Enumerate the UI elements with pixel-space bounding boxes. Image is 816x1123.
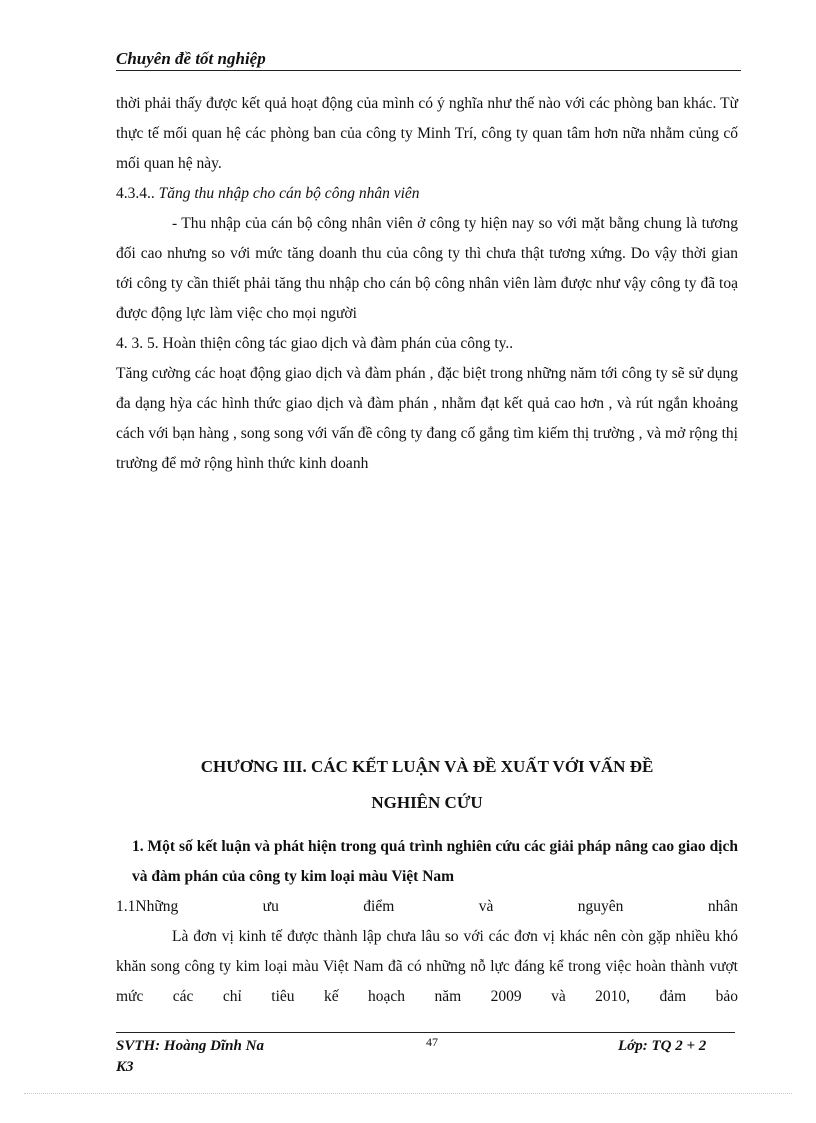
section-2 (116, 892, 738, 1012)
footer-class: Lớp: TQ 2 + 2 (618, 1038, 707, 1054)
heading-1-1-word: nhân (707, 898, 738, 915)
section-2-heading-block (132, 832, 738, 892)
heading-1-1-word: nguyên (577, 898, 624, 915)
paragraph-4: Là đơn vị kinh tế được thành lập chưa lâu so với các đơn vị khác nên còn gặp nhiều khó khăn song công ty kim loại màu Việt Nam đã có những nỗ lực đáng kể trong việc hoàn thành vượt mức các chỉ tiêu kế hoạch năm 2009 và 2010, đảm bảo (116, 928, 738, 1005)
heading-1: 1. Một số kết luận và phát hiện trong quá trình nghiên cứu các giải pháp nâng cao giao dịch và đàm phán của công ty kim loại màu Việt Nam (132, 838, 738, 885)
heading-4-3-4 (116, 179, 738, 209)
paragraph-3: Tăng cường các hoạt động giao dịch và đàm phán , đặc biệt trong những năm tới công ty sẽ sử dụng đa dạng hỳa các hình thức giao dịch và đàm phán , nhằm đạt kết quả cao hơn , và rút ngắn khoảng cách với bạn hàng , song song với vấn đề công ty đang cố gắng tìm kiếm thị trường , và mở rộng thị trường để mở rộng hình thức kinh doanh (116, 365, 738, 472)
heading-1-1-word: điểm (363, 898, 395, 915)
header-title: Chuyên đề tốt nghiệp (116, 49, 266, 68)
heading-1-1-word: và (478, 898, 494, 915)
heading-1-1-word: 1.1Những (116, 898, 179, 915)
footer-cohort: K3 (116, 1059, 134, 1075)
paragraph-2: - Thu nhập của cán bộ công nhân viên ở công ty hiện nay so với mặt bằng chung là tương đối cao nhưng so với mức tăng doanh thu của công ty thì chưa thật tương xứng. Do vậy thời gian tới công ty cần thiết phải tăng thu nhập cho cán bộ công nhân viên làm được như vậy công ty đã toạ được động lực làm việc cho mọi người (116, 215, 738, 322)
page-bottom-divider (24, 1093, 792, 1094)
heading-1-1-word: ưu (262, 898, 279, 915)
chapter-title-line-1: CHƯƠNG III. CÁC KẾT LUẬN VÀ ĐỀ XUẤT VỚI VẤN ĐỀ (200, 757, 654, 776)
page-number: 47 (426, 1035, 438, 1049)
chapter-title-line-2: NGHIÊN CỨU (371, 793, 483, 812)
footer-student (116, 1036, 264, 1078)
chapter-title (116, 749, 738, 821)
section-1 (116, 89, 738, 479)
page-header (116, 48, 741, 71)
heading-1-1 (116, 892, 738, 922)
paragraph-1: thời phải thấy được kết quả hoạt động của mình có ý nghĩa như thế nào với các phòng ban khác. Từ thực tế mối quan hệ các phòng ban của công ty Minh Trí, công ty quan tâm hơn nữa nhằm củng cố mối quan hệ này. (116, 95, 738, 172)
footer-student-name: SVTH: Hoàng Dĩnh Na (116, 1038, 264, 1054)
footer-divider (116, 1032, 735, 1033)
heading-4-3-4-title: Tăng thu nhập cho cán bộ công nhân viên (158, 185, 420, 202)
heading-4-3-4-number: 4.3.4.. (116, 185, 155, 202)
heading-4-3-5: 4. 3. 5. Hoàn thiện công tác giao dịch và đàm phán của công ty.. (116, 335, 514, 352)
